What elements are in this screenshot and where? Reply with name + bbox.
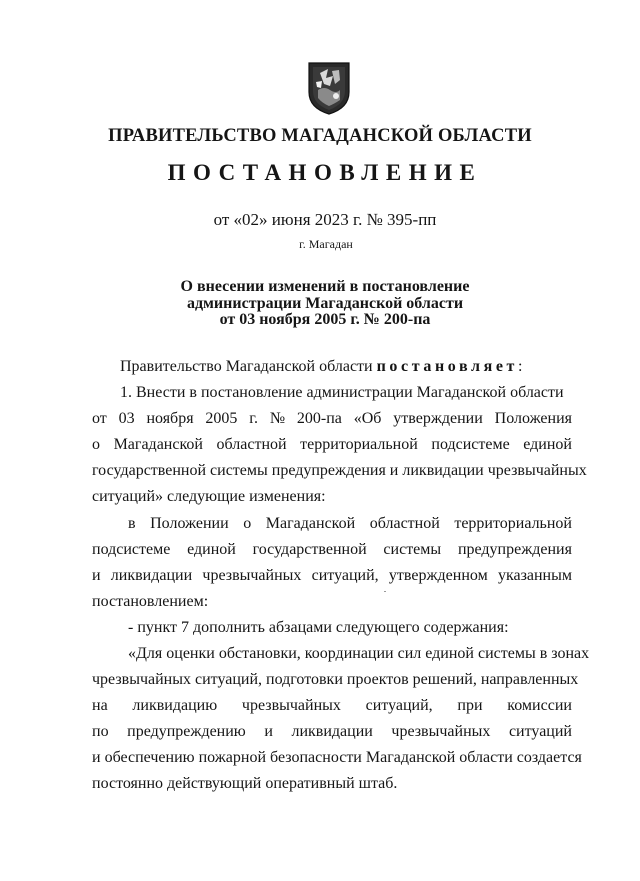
word: чрезвычайных bbox=[391, 723, 491, 740]
word: территориальной bbox=[300, 436, 418, 453]
word: системы bbox=[383, 541, 442, 558]
word: государственной bbox=[252, 541, 367, 558]
word: подсистеме bbox=[92, 541, 171, 558]
document-type-heading: ПОСТАНОВЛЕНИЕ bbox=[167, 160, 483, 185]
word: г. bbox=[249, 410, 258, 427]
para2-justified-line bbox=[92, 541, 572, 559]
scan-speck bbox=[384, 591, 386, 592]
item1-justified-line bbox=[92, 410, 572, 428]
intro-verb: постановляет bbox=[376, 358, 519, 375]
word: чрезвычайных bbox=[241, 697, 341, 714]
word: Положении bbox=[150, 515, 229, 532]
word: предупреждения bbox=[457, 541, 572, 558]
para2-line: постановлением: bbox=[92, 593, 209, 610]
title-line: от 03 ноября 2005 г. № 200-па bbox=[219, 311, 431, 328]
para2-justified-line bbox=[92, 567, 572, 585]
intro-line bbox=[120, 358, 570, 376]
word: Магаданской bbox=[265, 515, 356, 532]
word: предупреждению bbox=[127, 723, 246, 740]
word: Магаданской bbox=[113, 436, 203, 453]
para4-line: чрезвычайных ситуаций, подготовки проектов решений, направленных bbox=[92, 671, 579, 688]
date-and-number: от «02» июня 2023 г. № 395-пп bbox=[213, 210, 437, 229]
word: ситуаций, bbox=[365, 697, 433, 714]
intro-colon: : bbox=[518, 358, 523, 375]
word: ноября bbox=[146, 410, 194, 427]
word: областной bbox=[369, 515, 440, 532]
title-line: администрации Магаданской области bbox=[186, 294, 464, 312]
para2-justified-line bbox=[128, 515, 572, 533]
word: ликвидацию bbox=[132, 697, 218, 714]
word: о bbox=[243, 515, 252, 532]
word: № bbox=[269, 410, 286, 427]
word: по bbox=[92, 723, 109, 740]
word: ликвидации bbox=[110, 567, 193, 584]
word: ликвидации bbox=[291, 723, 373, 740]
para3-line: - пункт 7 дополнить абзацами следующего содержания: bbox=[128, 619, 509, 636]
word: и bbox=[264, 723, 273, 740]
item1-line: государственной системы предупреждения и ликвидации чрезвычайных bbox=[92, 462, 587, 479]
word: ситуаций, bbox=[311, 567, 379, 584]
word: областной bbox=[216, 436, 287, 453]
word: утверждении bbox=[393, 410, 483, 427]
word: 03 bbox=[118, 410, 135, 427]
word: комиссии bbox=[507, 697, 572, 714]
word: Положения bbox=[494, 410, 572, 427]
word: утвержденном bbox=[388, 567, 488, 584]
word: на bbox=[92, 697, 108, 714]
word: «Об bbox=[353, 410, 382, 427]
word: указанным bbox=[497, 567, 572, 584]
word: 200-па bbox=[296, 410, 342, 427]
word: от bbox=[92, 410, 107, 427]
word: единой bbox=[187, 541, 236, 558]
word: единой bbox=[523, 436, 572, 453]
para4-line: и обеспечению пожарной безопасности Магаданской области создается bbox=[92, 749, 582, 766]
intro-subject: Правительство Магаданской области bbox=[120, 358, 373, 375]
government-heading: ПРАВИТЕЛЬСТВО МАГАДАНСКОЙ ОБЛАСТИ bbox=[108, 126, 532, 146]
para4-justified-line bbox=[92, 697, 572, 715]
item1-line: ситуаций» следующие изменения: bbox=[92, 488, 326, 505]
item1-justified-line bbox=[92, 436, 572, 454]
para4-justified-line bbox=[92, 723, 572, 741]
word: при bbox=[457, 697, 483, 714]
word: о bbox=[92, 436, 100, 453]
para4-line: «Для оценки обстановки, координации сил единой системы в зонах bbox=[128, 645, 590, 662]
coat-of-arms-emblem bbox=[306, 60, 352, 116]
word: ситуаций bbox=[508, 723, 572, 740]
title-line: О внесении изменений в постановление bbox=[180, 278, 470, 295]
document-title bbox=[0, 279, 640, 329]
word: в bbox=[128, 515, 136, 532]
word: чрезвычайных bbox=[202, 567, 302, 584]
word: 2005 bbox=[205, 410, 238, 427]
word: подсистеме bbox=[431, 436, 510, 453]
city-name: г. Магадан bbox=[299, 237, 353, 251]
para4-line: постоянно действующий оперативный штаб. bbox=[92, 775, 398, 792]
item1-line: 1. Внести в постановление администрации Магаданской области bbox=[120, 384, 564, 401]
word: и bbox=[92, 567, 101, 584]
word: территориальной bbox=[454, 515, 572, 532]
